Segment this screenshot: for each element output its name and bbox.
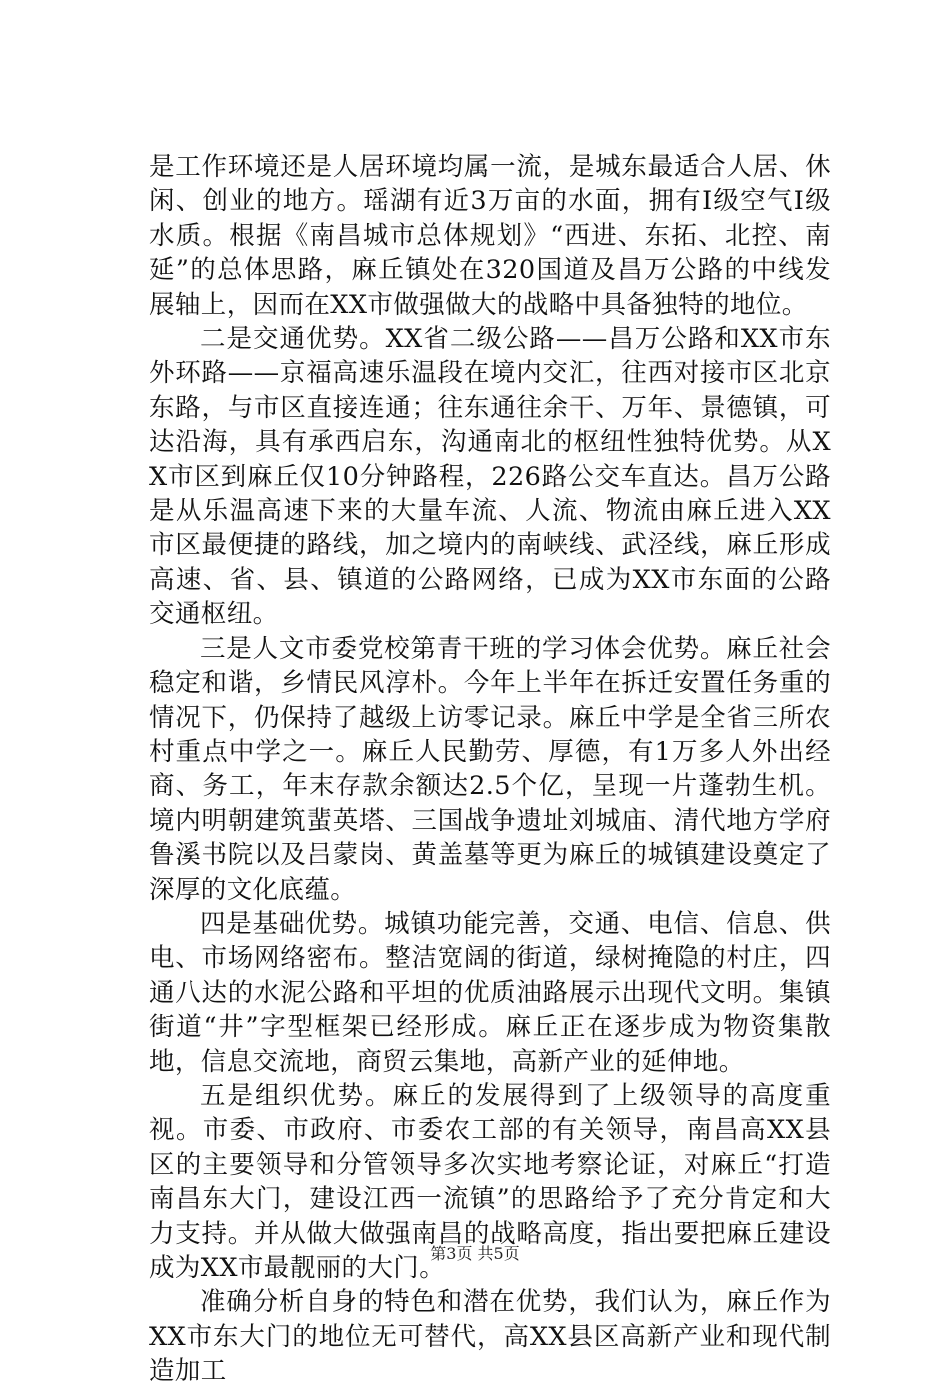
paragraph-5: 五是组织优势。麻丘的发展得到了上级领导的高度重视。市委、市政府、市委农工部的有关领导，南昌高XX县区的主要领导和分管领导多次实地考察论证，对麻丘“打造南昌东大门，建设江西一流镇”的思路给予了充分肯定和大力支持。并从做大做强南昌的战略高度，指出要把麻丘建设成为XX市最靓丽的大门。 [149, 1080, 831, 1283]
paragraph-4: 四是基础优势。城镇功能完善，交通、电信、信息、供电、市场网络密布。整洁宽阔的街道，绿树掩隐的村庄，四通八达的水泥公路和平坦的优质油路展示出现代文明。集镇街道“井”字型框架已经形成。麻丘正在逐步成为物资集散地，信息交流地，商贸云集地，高新产业的延伸地。 [149, 908, 831, 1077]
paragraph-1: 是工作环境还是人居环境均属一流，是城东最适合人居、休闲、创业的地方。瑶湖有近3万亩的水面，拥有Ⅰ级空气Ⅰ级水质。根据《南昌城市总体规划》“西进、东拓、北控、南延”的总体思路，麻丘镇处在320国道及昌万公路的中线发展轴上，因而在XX市做强做大的战略中具备独特的地位。 [149, 152, 831, 320]
document-body [149, 150, 831, 1389]
paragraph-2: 二是交通优势。XX省二级公路——昌万公路和XX市东外环路——京福高速乐温段在境内交汇，往西对接市区北京东路，与市区直接连通；往东通往余干、万年、景德镇，可达沿海，具有承西启东，沟通南北的枢纽性独特优势。从XX市区到麻丘仅10分钟路程，226路公交车直达。昌万公路是从乐温高速下来的大量车流、人流、物流由麻丘进入XX市区最便捷的路线，加之境内的南峡线、武泾线，麻丘形成高速、省、县、镇道的公路网络，已成为XX市东面的公路交通枢纽。 [149, 324, 831, 630]
paragraph-3: 三是人文市委党校第青干班的学习体会优势。麻丘社会稳定和谐，乡情民风淳朴。今年上半年在拆迁安置任务重的情况下，仍保持了越级上访零记录。麻丘中学是全省三所农村重点中学之一。麻丘人民勤劳、厚德，有1万多人外出经商、务工，年末存款余额达2.5个亿，呈现一片蓬勃生机。境内明朝建筑蜚英塔、三国战争遗址刘城庙、清代地方学府鲁溪书院以及吕蒙岗、黄盖墓等更为麻丘的城镇建设奠定了深厚的文化底蕴。 [149, 633, 831, 905]
paragraph-6: 准确分析自身的特色和潜在优势，我们认为，麻丘作为XX市东大门的地位无可替代，高XX县区高新产业和现代制造加工 [149, 1287, 831, 1387]
page-number-footer: 第3页 共5页 [430, 1244, 520, 1263]
